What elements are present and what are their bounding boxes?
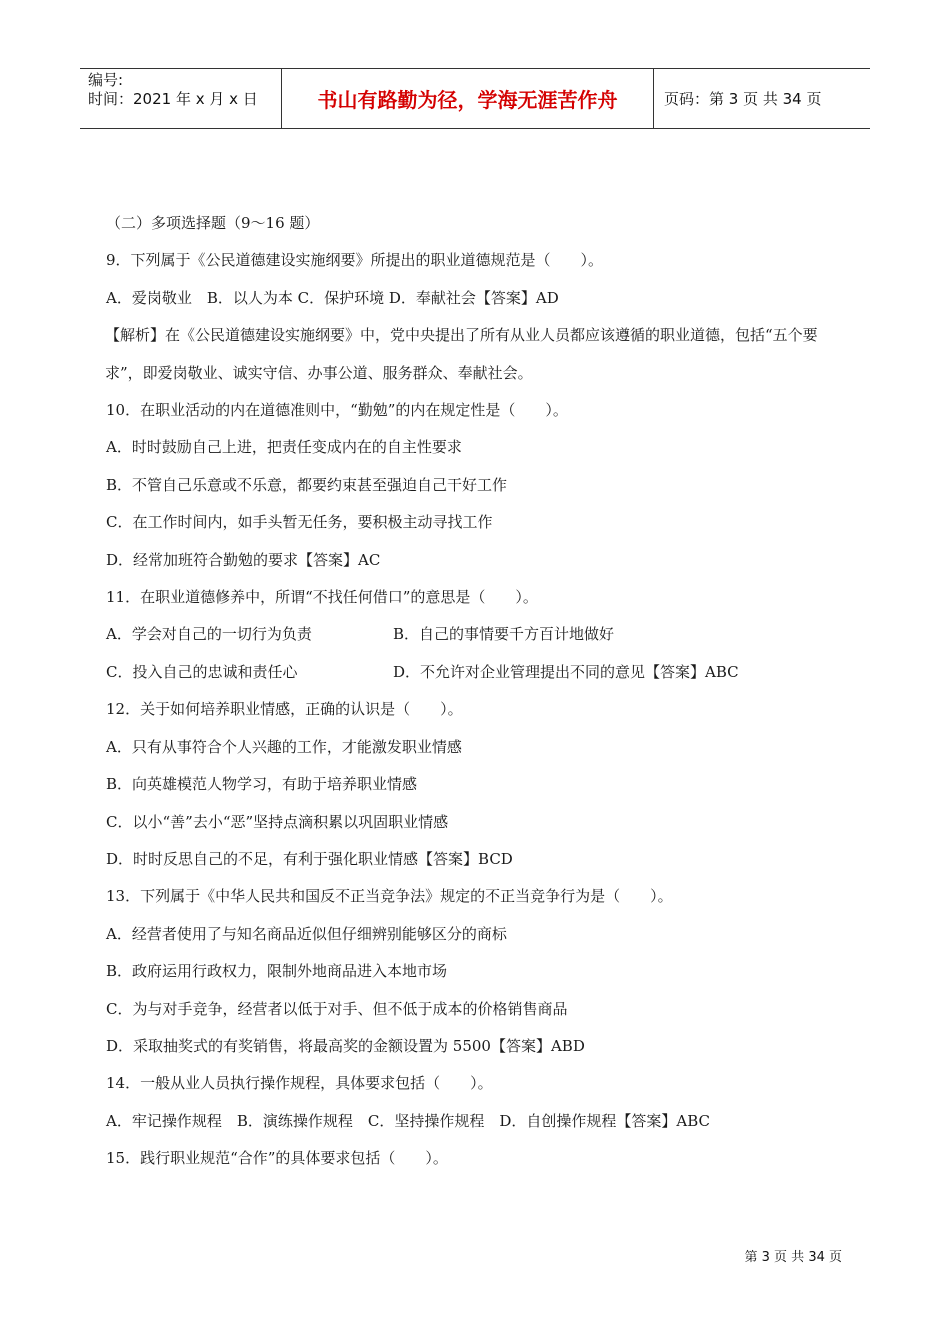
header-page-info: 页码：第 3 页 共 34 页 (664, 90, 822, 108)
question-14: 14．一般从业人员执行操作规程，具体要求包括（ ）。 (106, 1074, 493, 1093)
question-13-option-b: B．政府运用行政权力，限制外地商品进入本地市场 (106, 962, 448, 981)
document-number-label: 编号: (88, 71, 124, 89)
question-11-option-d: D．不允许对企业管理提出不同的意见【答案】ABC (393, 662, 739, 681)
question-11-option-c: C．投入自己的忠诚和责任心 (106, 662, 298, 681)
section-heading: （二）多项选择题（9～16 题） (106, 214, 320, 232)
document-body (106, 205, 846, 1178)
question-9: 9．下列属于《公民道德建设实施纲要》所提出的职业道德规范是（ ）。 (106, 251, 604, 270)
question-11: 11．在职业道德修养中，所谓“不找任何借口”的意思是（ ）。 (106, 588, 538, 607)
question-13: 13．下列属于《中华人民共和国反不正当竞争法》规定的不正当竞争行为是（ ）。 (106, 887, 673, 906)
question-10-option-a: A．时时鼓励自己上进，把责任变成内在的自主性要求 (106, 438, 462, 457)
page-header (80, 68, 870, 129)
question-13-option-c: C．为与对手竞争，经营者以低于对手、但不低于成本的价格销售商品 (106, 999, 568, 1018)
question-10-option-d: D．经常加班符合勤勉的要求【答案】AC (106, 550, 381, 569)
question-12: 12．关于如何培养职业情感，正确的认识是（ ）。 (106, 700, 463, 719)
question-13-option-d: D．采取抽奖式的有奖销售，将最高奖的金额设置为 5500【答案】ABD (106, 1036, 585, 1055)
question-11-option-b: B．自己的事情要千方百计地做好 (393, 625, 615, 644)
question-11-options-ab (106, 616, 846, 653)
header-motto: 书山有路勤为径，学海无涯苦作舟 (282, 69, 654, 128)
question-12-option-c: C．以小“善”去小“恶”坚持点滴积累以巩固职业情感 (106, 812, 449, 831)
header-meta (80, 69, 282, 128)
question-9-options: A．爱岗敬业 B．以人为本 C．保护环境 D．奉献社会【答案】AD (106, 288, 559, 307)
question-12-option-b: B．向英雄模范人物学习，有助于培养职业情感 (106, 775, 418, 794)
document-time-label: 时间：2021 年 x 月 x 日 (88, 90, 258, 108)
question-10: 10．在职业活动的内在道德准则中，“勤勉”的内在规定性是（ ）。 (106, 401, 568, 420)
question-9-explanation: 【解析】在《公民道德建设实施纲要》中，党中央提出了所有从业人员都应该遵循的职业道德，包括“五个要求”，即爱岗敬业、诚实守信、办事公道、服务群众、奉献社会。 (105, 326, 818, 382)
question-14-options: A．牢记操作规程 B．演练操作规程 C．坚持操作规程 D．自创操作规程【答案】ABC (106, 1111, 710, 1130)
question-13-option-a: A．经营者使用了与知名商品近似但仔细辨别能够区分的商标 (106, 924, 507, 943)
question-11-option-a: A．学会对自己的一切行为负责 (106, 625, 312, 644)
question-12-option-d: D．时时反思自己的不足，有利于强化职业情感【答案】BCD (106, 849, 513, 868)
page-footer: 第 3 页 共 34 页 (744, 1250, 842, 1265)
question-12-option-a: A．只有从事符合个人兴趣的工作，才能激发职业情感 (106, 737, 462, 756)
question-15: 15．践行职业规范“合作”的具体要求包括（ ）。 (106, 1149, 448, 1168)
question-11-options-cd (106, 654, 846, 691)
question-10-option-c: C．在工作时间内，如手头暂无任务，要积极主动寻找工作 (106, 513, 493, 532)
question-10-option-b: B．不管自己乐意或不乐意，都要约束甚至强迫自己干好工作 (106, 475, 508, 494)
